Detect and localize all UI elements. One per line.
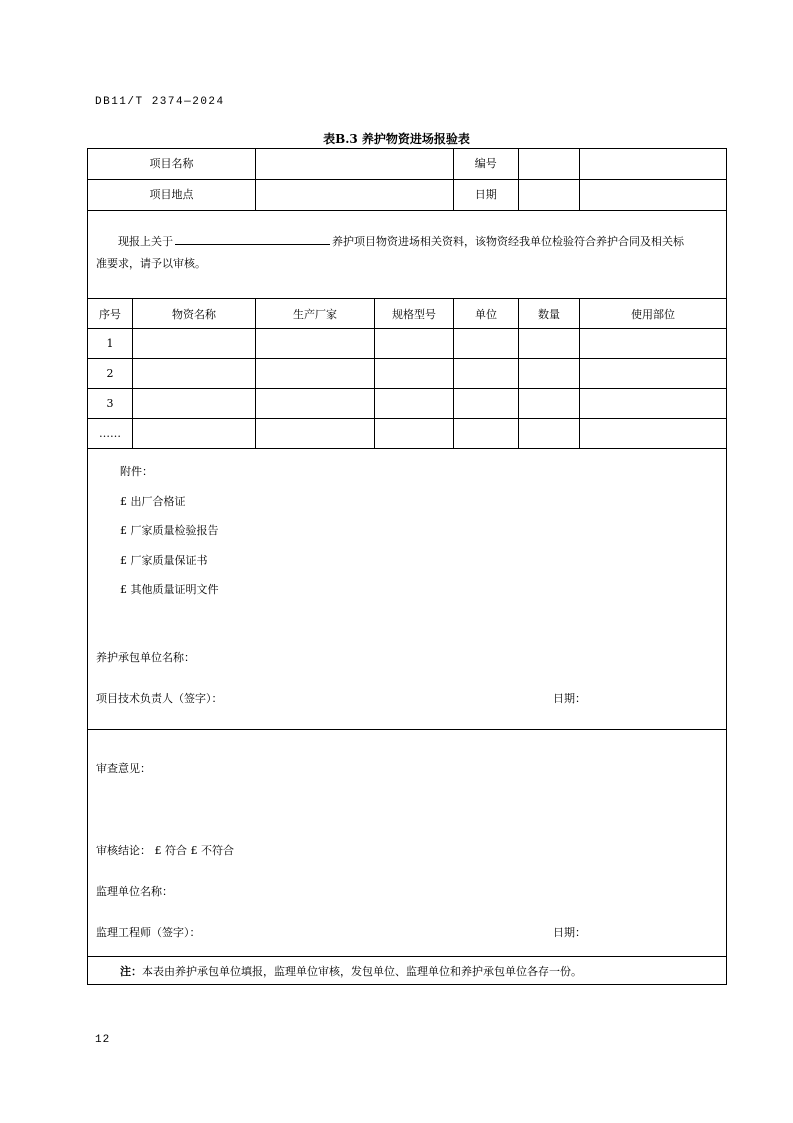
engineer-label: 监理工程师（签字）： xyxy=(96,926,201,939)
table-row xyxy=(88,389,727,419)
table-row xyxy=(88,329,727,359)
table-row xyxy=(88,359,727,389)
row-seq: 3 xyxy=(88,389,133,419)
attachment-date-label: 日期： xyxy=(553,691,586,705)
attachments-title: 附件： xyxy=(120,465,153,478)
project-location-label: 项目地点 xyxy=(88,180,256,210)
table-row xyxy=(88,419,727,449)
serial-label-cont xyxy=(519,149,579,179)
document-id: DB11/T 2374—2024 xyxy=(95,96,225,108)
date-field[interactable] xyxy=(579,180,726,210)
date-label: 日期 xyxy=(474,188,497,201)
engineer-signature-row xyxy=(96,912,726,953)
col-header-spec: 规格型号 xyxy=(375,299,454,329)
attachment-checkbox[interactable]: £ 厂家质量检验报告 xyxy=(120,524,219,537)
row-seq: 1 xyxy=(88,329,133,359)
project-name-field[interactable] xyxy=(256,149,375,179)
attachment-checkbox[interactable]: £ 厂家质量保证书 xyxy=(120,553,208,567)
row-seq: …… xyxy=(88,419,133,449)
review-conclusion[interactable]: 审核结论： £ 符合 £ 不符合 xyxy=(96,844,234,857)
tech-lead-label: 项目技术负责人（签字）： xyxy=(96,691,223,705)
project-name-label: 项目名称 xyxy=(88,149,256,179)
serial-label: 编号 xyxy=(474,157,497,170)
serial-field[interactable] xyxy=(579,149,726,179)
project-name-blank[interactable] xyxy=(175,233,330,245)
row-seq: 2 xyxy=(88,359,133,389)
inspection-form xyxy=(87,148,727,985)
materials-header-row xyxy=(88,299,727,329)
page-number: 12 xyxy=(95,1034,111,1046)
supervisor-unit-label: 监理单位名称： xyxy=(96,885,173,898)
col-header-quantity: 数量 xyxy=(519,299,580,329)
project-location-field-cont[interactable] xyxy=(375,180,454,210)
col-header-unit: 单位 xyxy=(454,299,519,329)
col-header-seq: 序号 xyxy=(88,299,133,329)
attachment-checkbox[interactable]: £ 出厂合格证 xyxy=(120,494,186,508)
attachments-section xyxy=(88,449,727,730)
attachment-checkbox[interactable]: £ 其他质量证明文件 xyxy=(120,583,219,596)
col-header-material: 物资名称 xyxy=(133,299,256,329)
col-header-manufacturer: 生产厂家 xyxy=(256,299,375,329)
statement-line2: 准要求，请予以审核。 xyxy=(96,257,206,270)
review-date-label: 日期： xyxy=(553,926,586,939)
project-name-field-cont[interactable] xyxy=(375,149,454,179)
statement-section xyxy=(88,211,727,299)
contractor-name-label: 养护承包单位名称： xyxy=(96,650,195,664)
review-opinion-label: 审查意见： xyxy=(96,762,151,775)
note-text: 本表由养护承包单位填报，监理单位审核，发包单位、监理单位和养护承包单位各存一份。 xyxy=(142,964,582,978)
col-header-usage: 使用部位 xyxy=(580,299,727,329)
table-title: 表B.3 养护物资进场报验表 xyxy=(323,132,470,146)
project-name-row xyxy=(88,149,375,180)
tech-lead-signature-row xyxy=(96,678,726,719)
note-label: 注： xyxy=(120,964,142,978)
project-location-field[interactable] xyxy=(256,180,375,210)
statement-prefix: 现报上关于 xyxy=(118,235,173,248)
note-row xyxy=(88,957,727,985)
review-section xyxy=(88,730,727,957)
statement-suffix: 养护项目物资进场相关资料，该物资经我单位检验符合养护合同及相关标 xyxy=(332,235,684,248)
